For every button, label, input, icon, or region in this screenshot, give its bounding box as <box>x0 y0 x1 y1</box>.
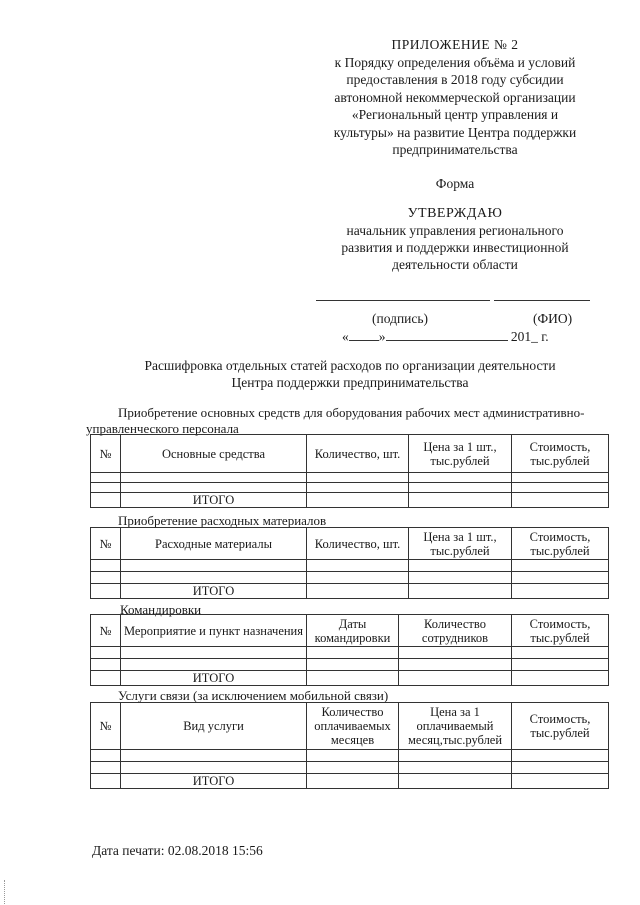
appendix-line: предоставления в 2018 году субсидии <box>346 72 564 87</box>
communication-table <box>90 702 609 789</box>
header-cell: № <box>91 435 121 473</box>
business-trips-table <box>90 614 609 686</box>
table-cell[interactable] <box>121 572 307 584</box>
table-cell[interactable] <box>91 659 121 671</box>
table-cell[interactable] <box>512 473 609 483</box>
table-cell[interactable] <box>91 762 121 774</box>
total-row <box>91 493 609 508</box>
table-cell[interactable] <box>399 750 512 762</box>
table-cell[interactable] <box>512 750 609 762</box>
appendix-heading: ПРИЛОЖЕНИЕ № 2 <box>391 37 519 52</box>
table-cell[interactable] <box>91 483 121 493</box>
table-cell[interactable] <box>121 473 307 483</box>
table-cell <box>91 493 121 508</box>
scan-edge-mark <box>4 880 6 904</box>
section-title-business-trips: Командировки <box>120 602 202 617</box>
header-cell: Количество, шт. <box>307 435 409 473</box>
table-cell[interactable] <box>307 647 399 659</box>
table-cell[interactable] <box>409 473 512 483</box>
table-cell[interactable] <box>307 750 399 762</box>
table-cell[interactable] <box>91 572 121 584</box>
consumables-table <box>90 527 609 599</box>
table-row <box>91 659 609 671</box>
section-title-fixed-assets <box>86 405 606 436</box>
table-cell[interactable] <box>512 762 609 774</box>
table-cell[interactable] <box>121 750 307 762</box>
table-cell[interactable] <box>307 671 399 686</box>
table-cell[interactable] <box>121 560 307 572</box>
table-cell[interactable] <box>307 560 409 572</box>
approval-heading: УТВЕРЖДАЮ <box>407 206 503 221</box>
section-title-communication: Услуги связи (за исключением мобильной связи) <box>118 688 389 703</box>
approval-date <box>342 328 549 345</box>
header-cell: Цена за 1 оплачиваемый месяц,тыс.рублей <box>399 703 512 750</box>
table-cell[interactable] <box>91 560 121 572</box>
total-row <box>91 774 609 789</box>
table-cell <box>91 584 121 599</box>
table-cell[interactable] <box>399 762 512 774</box>
table-row <box>91 473 609 483</box>
table-cell[interactable] <box>91 473 121 483</box>
table-cell[interactable] <box>409 493 512 508</box>
table-cell[interactable] <box>399 774 512 789</box>
table-cell[interactable] <box>399 647 512 659</box>
table-cell[interactable] <box>121 483 307 493</box>
table-cell[interactable] <box>512 483 609 493</box>
table-cell[interactable] <box>307 584 409 599</box>
document-title-line: Расшифровка отдельных статей расходов по организации деятельности <box>144 358 556 373</box>
document-title <box>100 357 600 391</box>
table-cell[interactable] <box>307 473 409 483</box>
header-cell: Количество оплачиваемых месяцев <box>307 703 399 750</box>
header-cell: Вид услуги <box>121 703 307 750</box>
table-header-row <box>91 435 609 473</box>
header-cell: № <box>91 528 121 560</box>
date-year: 201_ г. <box>510 329 549 344</box>
table-cell[interactable] <box>307 659 399 671</box>
header-cell: Стоимость, тыс.рублей <box>512 435 609 473</box>
table-row <box>91 762 609 774</box>
signature-label: (подпись) <box>372 311 429 326</box>
table-row <box>91 750 609 762</box>
signature-line <box>316 300 490 301</box>
table-cell[interactable] <box>91 750 121 762</box>
total-row <box>91 671 609 686</box>
table-cell[interactable] <box>512 647 609 659</box>
print-date: Дата печати: 02.08.2018 15:56 <box>92 843 263 858</box>
appendix-line: «Региональный центр управления и <box>351 107 559 122</box>
table-cell[interactable] <box>409 584 512 599</box>
header-cell: Основные средства <box>121 435 307 473</box>
table-cell[interactable] <box>121 762 307 774</box>
table-cell[interactable] <box>399 671 512 686</box>
approval-line: начальник управления регионального <box>346 223 564 238</box>
table-cell[interactable] <box>307 493 409 508</box>
header-cell: Мероприятие и пункт назначения <box>121 615 307 647</box>
table-cell[interactable] <box>91 647 121 659</box>
header-cell: Расходные материалы <box>121 528 307 560</box>
table-cell[interactable] <box>512 671 609 686</box>
header-cell: Стоимость, тыс.рублей <box>512 615 609 647</box>
table-cell[interactable] <box>307 762 399 774</box>
document-title-line: Центра поддержки предпринимательства <box>231 375 469 390</box>
table-row <box>91 572 609 584</box>
appendix-line: культуры» на развитие Центра поддержки <box>333 124 577 140</box>
header-cell: Цена за 1 шт., тыс.рублей <box>409 528 512 560</box>
total-label: ИТОГО <box>121 774 307 789</box>
header-cell: № <box>91 615 121 647</box>
table-cell[interactable] <box>307 774 399 789</box>
table-cell[interactable] <box>409 560 512 572</box>
appendix-line: предпринимательства <box>392 142 518 157</box>
approval-line: развития и поддержки инвестиционной <box>341 240 569 255</box>
total-label: ИТОГО <box>121 584 307 599</box>
appendix-block <box>300 36 610 159</box>
appendix-line: к Порядку определения объёма и условий <box>334 54 576 70</box>
table-cell[interactable] <box>512 493 609 508</box>
date-day-blank <box>349 328 379 341</box>
header-cell: № <box>91 703 121 750</box>
date-close-quote: » <box>378 329 386 344</box>
table-cell[interactable] <box>307 572 409 584</box>
total-row <box>91 584 609 599</box>
table-cell[interactable] <box>512 572 609 584</box>
table-cell[interactable] <box>512 659 609 671</box>
table-cell[interactable] <box>512 560 609 572</box>
table-header-row <box>91 703 609 750</box>
table-header-row <box>91 615 609 647</box>
name-line <box>494 300 590 301</box>
table-cell[interactable] <box>409 483 512 493</box>
table-header-row <box>91 528 609 560</box>
table-row <box>91 560 609 572</box>
table-row <box>91 647 609 659</box>
table-cell[interactable] <box>409 572 512 584</box>
table-cell[interactable] <box>399 659 512 671</box>
table-cell[interactable] <box>121 647 307 659</box>
total-label: ИТОГО <box>121 671 307 686</box>
appendix-line: автономной некоммерческой организации <box>334 89 576 105</box>
total-label: ИТОГО <box>121 493 307 508</box>
header-cell: Стоимость, тыс.рублей <box>512 528 609 560</box>
section-title-line: управленческого персонала <box>86 421 239 436</box>
table-cell <box>91 671 121 686</box>
table-cell[interactable] <box>512 774 609 789</box>
section-title-line: Приобретение основных средств для оборудования рабочих мест административно- <box>118 405 585 420</box>
fixed-assets-table <box>90 434 609 508</box>
section-title-consumables: Приобретение расходных материалов <box>118 513 327 528</box>
date-month-blank <box>386 328 508 341</box>
header-cell: Количество сотрудников <box>399 615 512 647</box>
table-cell <box>91 774 121 789</box>
approval-block <box>300 205 610 273</box>
header-cell: Даты командировки <box>307 615 399 647</box>
form-label: Форма <box>435 176 475 191</box>
name-label: (ФИО) <box>533 311 573 326</box>
date-open-quote: « <box>342 329 349 344</box>
approval-line: деятельности области <box>392 257 518 272</box>
header-cell: Количество, шт. <box>307 528 409 560</box>
table-cell[interactable] <box>121 659 307 671</box>
table-row <box>91 483 609 493</box>
table-cell[interactable] <box>512 584 609 599</box>
header-cell: Цена за 1 шт., тыс.рублей <box>409 435 512 473</box>
header-cell: Стоимость, тыс.рублей <box>512 703 609 750</box>
table-cell[interactable] <box>307 483 409 493</box>
